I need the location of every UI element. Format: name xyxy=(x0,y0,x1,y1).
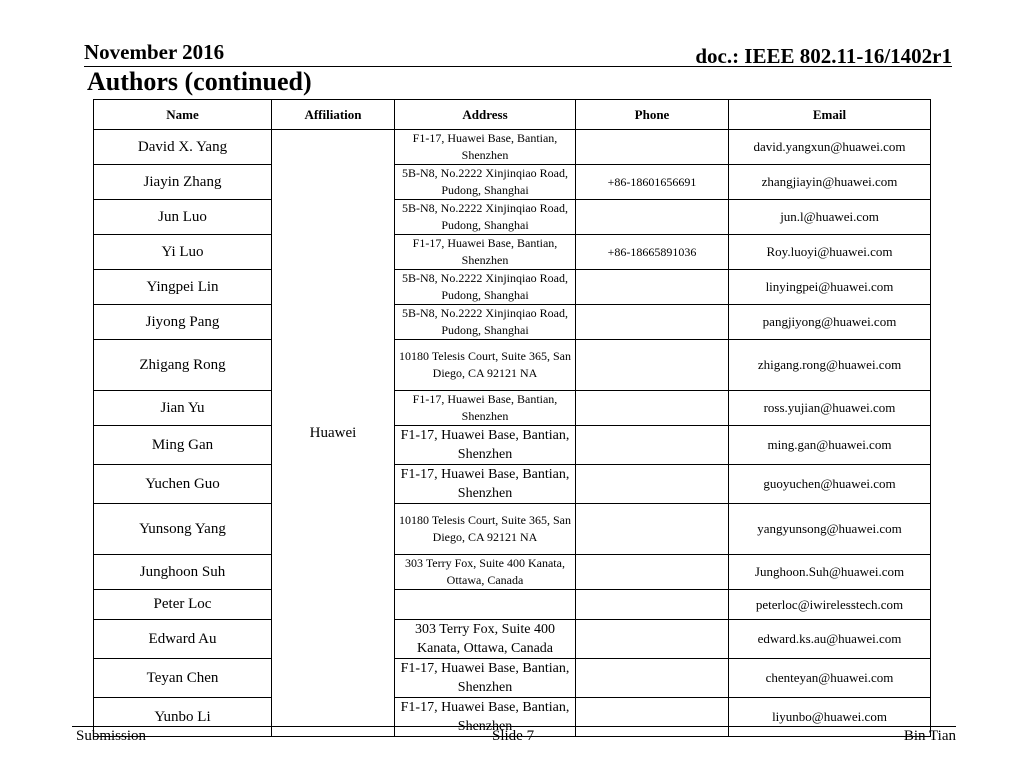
author-phone xyxy=(576,270,729,305)
author-phone xyxy=(576,504,729,555)
footer-author: Bin Tian xyxy=(903,728,956,744)
author-name: Yunbo Li xyxy=(94,698,272,737)
author-address: F1-17, Huawei Base, Bantian, Shenzhen xyxy=(395,391,576,426)
author-name: Peter Loc xyxy=(94,590,272,620)
footer-divider xyxy=(72,726,956,727)
author-phone xyxy=(576,426,729,465)
author-phone xyxy=(576,590,729,620)
author-address: 5B-N8, No.2222 Xinjinqiao Road, Pudong, Shanghai xyxy=(395,165,576,200)
author-email: ming.gan@huawei.com xyxy=(729,426,931,465)
header-date: November 2016 xyxy=(84,40,225,64)
author-address: 5B-N8, No.2222 Xinjinqiao Road, Pudong, Shanghai xyxy=(395,200,576,235)
table-row xyxy=(94,391,931,426)
author-address: F1-17, Huawei Base, Bantian, Shenzhen xyxy=(395,130,576,165)
author-email: liyunbo@huawei.com xyxy=(729,698,931,737)
author-phone xyxy=(576,659,729,698)
author-address: F1-17, Huawei Base, Bantian, Shenzhen xyxy=(395,659,576,698)
author-address: F1-17, Huawei Base, Bantian, Shenzhen xyxy=(395,698,576,737)
table-row xyxy=(94,504,931,555)
author-name: Edward Au xyxy=(94,620,272,659)
table-row xyxy=(94,200,931,235)
author-name: Yuchen Guo xyxy=(94,465,272,504)
author-name: Jiayin Zhang xyxy=(94,165,272,200)
author-phone xyxy=(576,305,729,340)
author-name: Yi Luo xyxy=(94,235,272,270)
table-row xyxy=(94,465,931,504)
author-email: edward.ks.au@huawei.com xyxy=(729,620,931,659)
author-email: chenteyan@huawei.com xyxy=(729,659,931,698)
table-row xyxy=(94,620,931,659)
author-name: Ming Gan xyxy=(94,426,272,465)
author-name: Zhigang Rong xyxy=(94,340,272,391)
table-row xyxy=(94,270,931,305)
author-email: linyingpei@huawei.com xyxy=(729,270,931,305)
table-row xyxy=(94,165,931,200)
author-phone xyxy=(576,620,729,659)
author-address: 303 Terry Fox, Suite 400 Kanata, Ottawa, Canada xyxy=(395,555,576,590)
slide-title: Authors (continued) xyxy=(87,67,312,96)
table-row xyxy=(94,305,931,340)
author-email: Junghoon.Suh@huawei.com xyxy=(729,555,931,590)
author-phone: +86-18665891036 xyxy=(576,235,729,270)
author-name: Jun Luo xyxy=(94,200,272,235)
author-address: F1-17, Huawei Base, Bantian, Shenzhen xyxy=(395,465,576,504)
author-phone xyxy=(576,391,729,426)
column-header-email: Email xyxy=(729,100,931,130)
author-email: ross.yujian@huawei.com xyxy=(729,391,931,426)
author-email: jun.l@huawei.com xyxy=(729,200,931,235)
author-address: 5B-N8, No.2222 Xinjinqiao Road, Pudong, Shanghai xyxy=(395,305,576,340)
table-row xyxy=(94,340,931,391)
author-email: guoyuchen@huawei.com xyxy=(729,465,931,504)
author-address: 303 Terry Fox, Suite 400 Kanata, Ottawa, Canada xyxy=(395,620,576,659)
author-email: zhigang.rong@huawei.com xyxy=(729,340,931,391)
author-name: David X. Yang xyxy=(94,130,272,165)
author-phone: +86-18601656691 xyxy=(576,165,729,200)
author-email: Roy.luoyi@huawei.com xyxy=(729,235,931,270)
column-header-affiliation: Affiliation xyxy=(272,100,395,130)
footer-submission: Submission xyxy=(76,728,147,744)
author-address: 10180 Telesis Court, Suite 365, San Diego, CA 92121 NA xyxy=(395,504,576,555)
author-affiliation: Huawei xyxy=(272,130,395,737)
header-doc-id: doc.: IEEE 802.11-16/1402r1 xyxy=(695,44,952,68)
table-row xyxy=(94,130,931,165)
table-row xyxy=(94,235,931,270)
author-phone xyxy=(576,465,729,504)
column-header-name: Name xyxy=(94,100,272,130)
author-address: F1-17, Huawei Base, Bantian, Shenzhen xyxy=(395,426,576,465)
author-email: zhangjiayin@huawei.com xyxy=(729,165,931,200)
author-address xyxy=(395,590,576,620)
column-header-phone: Phone xyxy=(576,100,729,130)
table-header-row xyxy=(94,100,931,130)
author-phone xyxy=(576,340,729,391)
authors-table xyxy=(93,99,931,737)
author-name: Teyan Chen xyxy=(94,659,272,698)
author-address: 10180 Telesis Court, Suite 365, San Diego, CA 92121 NA xyxy=(395,340,576,391)
table-row xyxy=(94,659,931,698)
author-name: Junghoon Suh xyxy=(94,555,272,590)
author-phone xyxy=(576,130,729,165)
author-name: Jian Yu xyxy=(94,391,272,426)
author-name: Yunsong Yang xyxy=(94,504,272,555)
author-address: 5B-N8, No.2222 Xinjinqiao Road, Pudong, Shanghai xyxy=(395,270,576,305)
table-row xyxy=(94,590,931,620)
author-address: F1-17, Huawei Base, Bantian, Shenzhen xyxy=(395,235,576,270)
footer-slide-number: Slide 7 xyxy=(492,728,535,744)
table-row xyxy=(94,426,931,465)
author-email: david.yangxun@huawei.com xyxy=(729,130,931,165)
authors-table-container xyxy=(93,99,930,734)
author-phone xyxy=(576,555,729,590)
author-email: pangjiyong@huawei.com xyxy=(729,305,931,340)
author-phone xyxy=(576,200,729,235)
table-row xyxy=(94,555,931,590)
author-email: peterloc@iwirelesstech.com xyxy=(729,590,931,620)
author-name: Yingpei Lin xyxy=(94,270,272,305)
author-phone xyxy=(576,698,729,737)
author-email: yangyunsong@huawei.com xyxy=(729,504,931,555)
author-name: Jiyong Pang xyxy=(94,305,272,340)
column-header-address: Address xyxy=(395,100,576,130)
